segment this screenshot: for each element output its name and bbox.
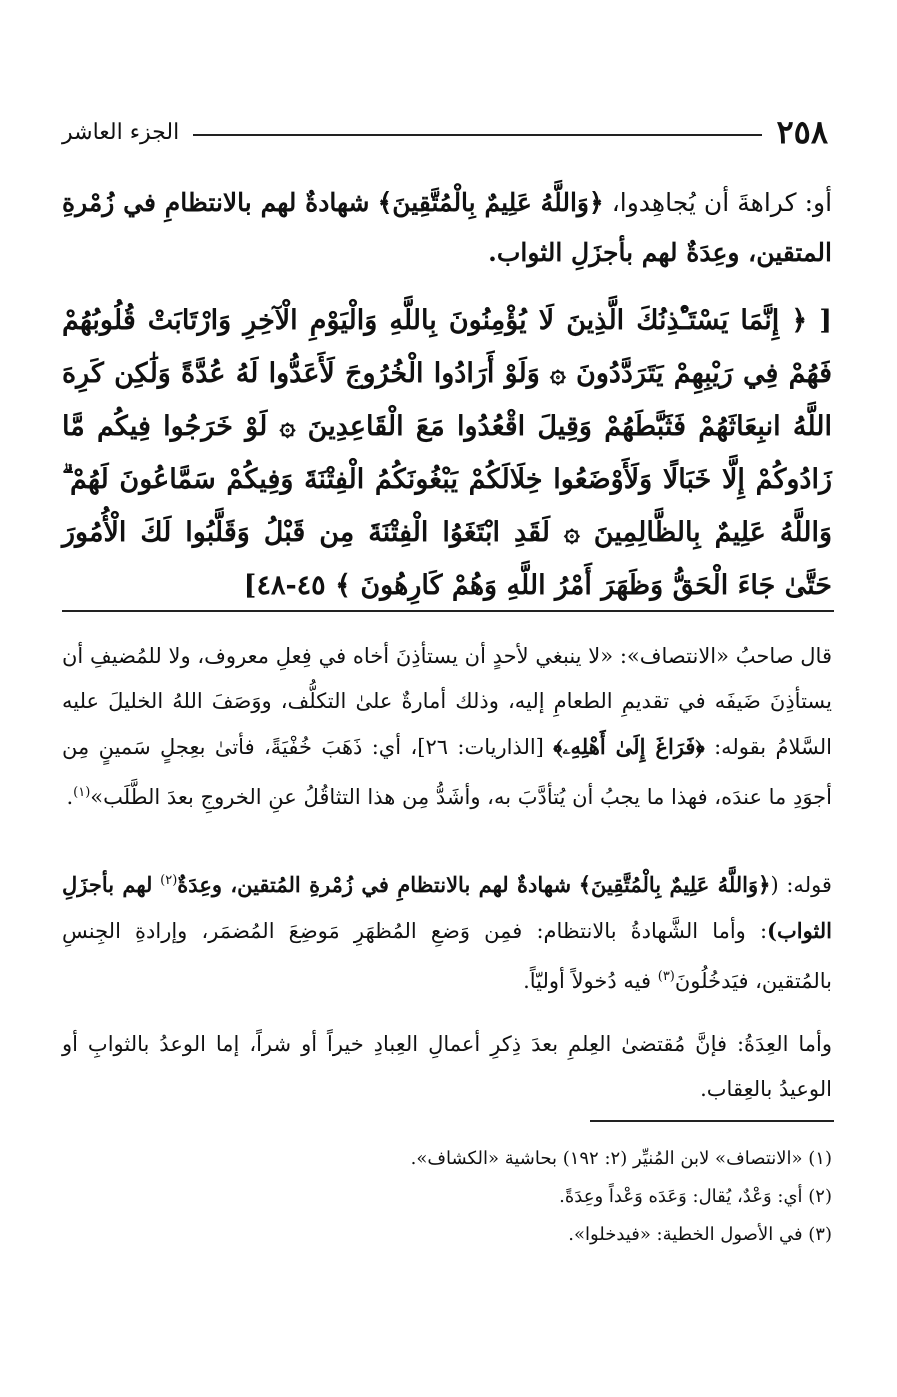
p1-end: .	[66, 785, 74, 809]
p3-text: وأما العِدَةُ: فإنَّ مُقتضىٰ العِلمِ بعدَ ذِكرِ أعمالِ العِبادِ خيراً أو شراً، إما الوعدُ بالثوابِ أو الوعيدُ بالعِقاب.	[62, 1032, 832, 1101]
intro-paragraph	[62, 178, 832, 278]
footnote-ref-1[interactable]: (١)	[73, 785, 91, 800]
section-divider	[62, 610, 834, 612]
p2-rest: : وأما الشَّهادةُ بالانتظام: فمِن وَضعِ المُظهَرِ مَوضِعَ المُضمَر، وإرادةِ الجِنسِ بالمُتقين، فيَدخُلُونَ	[62, 919, 832, 993]
p2-end: فيه دُخولاً أوليّاً.	[523, 969, 652, 993]
verse-open-bracket: [	[819, 305, 832, 336]
header-rule	[193, 134, 762, 136]
quran-verses	[62, 294, 832, 612]
verse-reference: ٤٥-٤٨	[256, 570, 326, 601]
verse-text: ﴿ إِنَّمَا يَسْتَـْٔذِنُكَ الَّذِينَ لَا يُؤْمِنُونَ بِاللَّهِ وَالْيَوْمِ الْآخِرِ وَارْتَابَتْ قُلُوبُهُمْ فَهُمْ فِي رَيْبِهِمْ يَتَرَدَّدُونَ ۞ وَلَوْ أَرَادُوا الْخُرُوجَ لَأَعَدُّوا لَهُ عُدَّةً وَلَٰكِن كَرِهَ اللَّهُ انبِعَاثَهُمْ فَثَبَّطَهُمْ وَقِيلَ اقْعُدُوا مَعَ الْقَاعِدِينَ ۞ لَوْ خَرَجُوا فِيكُم مَّا زَادُوكُمْ إِلَّا خَبَالًا وَلَأَوْضَعُوا خِلَالَكُمْ يَبْغُونَكُمُ الْفِتْنَةَ وَفِيكُمْ سَمَّاعُونَ لَهُمْ ۗ وَاللَّهُ عَلِيمٌ بِالظَّالِمِينَ ۞ لَقَدِ ابْتَغَوُا الْفِتْنَةَ مِن قَبْلُ وَقَلَّبُوا لَكَ الْأُمُورَ حَتَّىٰ جَاءَ الْحَقُّ وَظَهَرَ أَمْرُ اللَّهِ وَهُمْ كَارِهُونَ ﴾	[62, 305, 832, 601]
commentary-paragraph-2	[62, 858, 832, 1004]
footnote-1: (١) «الانتصاف» لابن المُنيِّر (٢: ١٩٢) بحاشية «الكشاف».	[410, 1148, 832, 1169]
page-number: ٢٥٨	[776, 113, 828, 151]
p2-quote-2: لهم بأجزَلِ الثواب)	[62, 872, 832, 943]
footnote-divider	[590, 1120, 834, 1122]
running-title: الجزء العاشر	[62, 119, 180, 145]
p2-verse: ﴿وَاللَّهُ عَلِيمٌ بِالْمُتَّقِينَ﴾	[578, 872, 771, 897]
p1-text-b: ، أي: ذَهَبَ خُفْيَةً، فأتىٰ بعِجلٍ سَمينٍ مِن أجوَدِ ما عندَه، فهذا ما يجبُ أن يُتأدَّبَ به، وأشَدُّ مِن هذا التثاقُلُ عنِ الخروجِ بعدَ الطَّلَب»	[62, 735, 832, 809]
p1-text-a: قال صاحبُ «الانتصاف»: «لا ينبغي لأحدٍ أن يستأذِنَ أخاه في فِعلِ معروف، ولا للمُضيفِ أن يستأذِنَ ضَيفَه في تقديمِ الطعامِ إليه، وذلك أمارةٌ علىٰ التكلُّف، ووَصَفَ اللهُ الخليلَ عليه السَّلامُ بقوله:	[62, 644, 832, 759]
commentary-paragraph-3	[62, 1022, 832, 1112]
intro-rest: شهادةٌ لهم بالانتظامِ في زُمْرةِ المتقين، وعِدَةٌ لهم بأجزَلِ الثواب.	[62, 188, 832, 267]
footnote-ref-3[interactable]: (٣)	[657, 969, 675, 984]
p1-verse: ﴿فَرَاغَ إِلَىٰ أَهْلِهِۦ﴾	[553, 734, 705, 759]
p2-quote: شهادةٌ لهم بالانتظامِ في زُمْرةِ المُتقين، وعِدَةٌ	[177, 872, 572, 897]
intro-lead: أو: كراهةَ أن يُجاهِدوا،	[611, 188, 833, 217]
footnote-3: (٣) في الأصول الخطية: «فيدخلوا».	[568, 1224, 832, 1245]
footnotes	[62, 1140, 832, 1254]
footnote-2: (٢) أي: وَعْدٌ، يُقال: وَعَدَه وَعْداً وعِدَةً.	[559, 1186, 832, 1207]
p2-lead: قوله: (	[770, 873, 832, 897]
page-header	[62, 112, 828, 152]
intro-verse: ﴿وَاللَّهُ عَلِيمٌ بِالْمُتَّقِينَ﴾	[377, 188, 604, 217]
footnote-ref-2[interactable]: (٢)	[160, 873, 178, 888]
verse-close-bracket: ]	[243, 570, 257, 601]
commentary-paragraph-1	[62, 634, 832, 820]
p1-citation: [الذاريات: ٢٦]	[417, 735, 544, 759]
